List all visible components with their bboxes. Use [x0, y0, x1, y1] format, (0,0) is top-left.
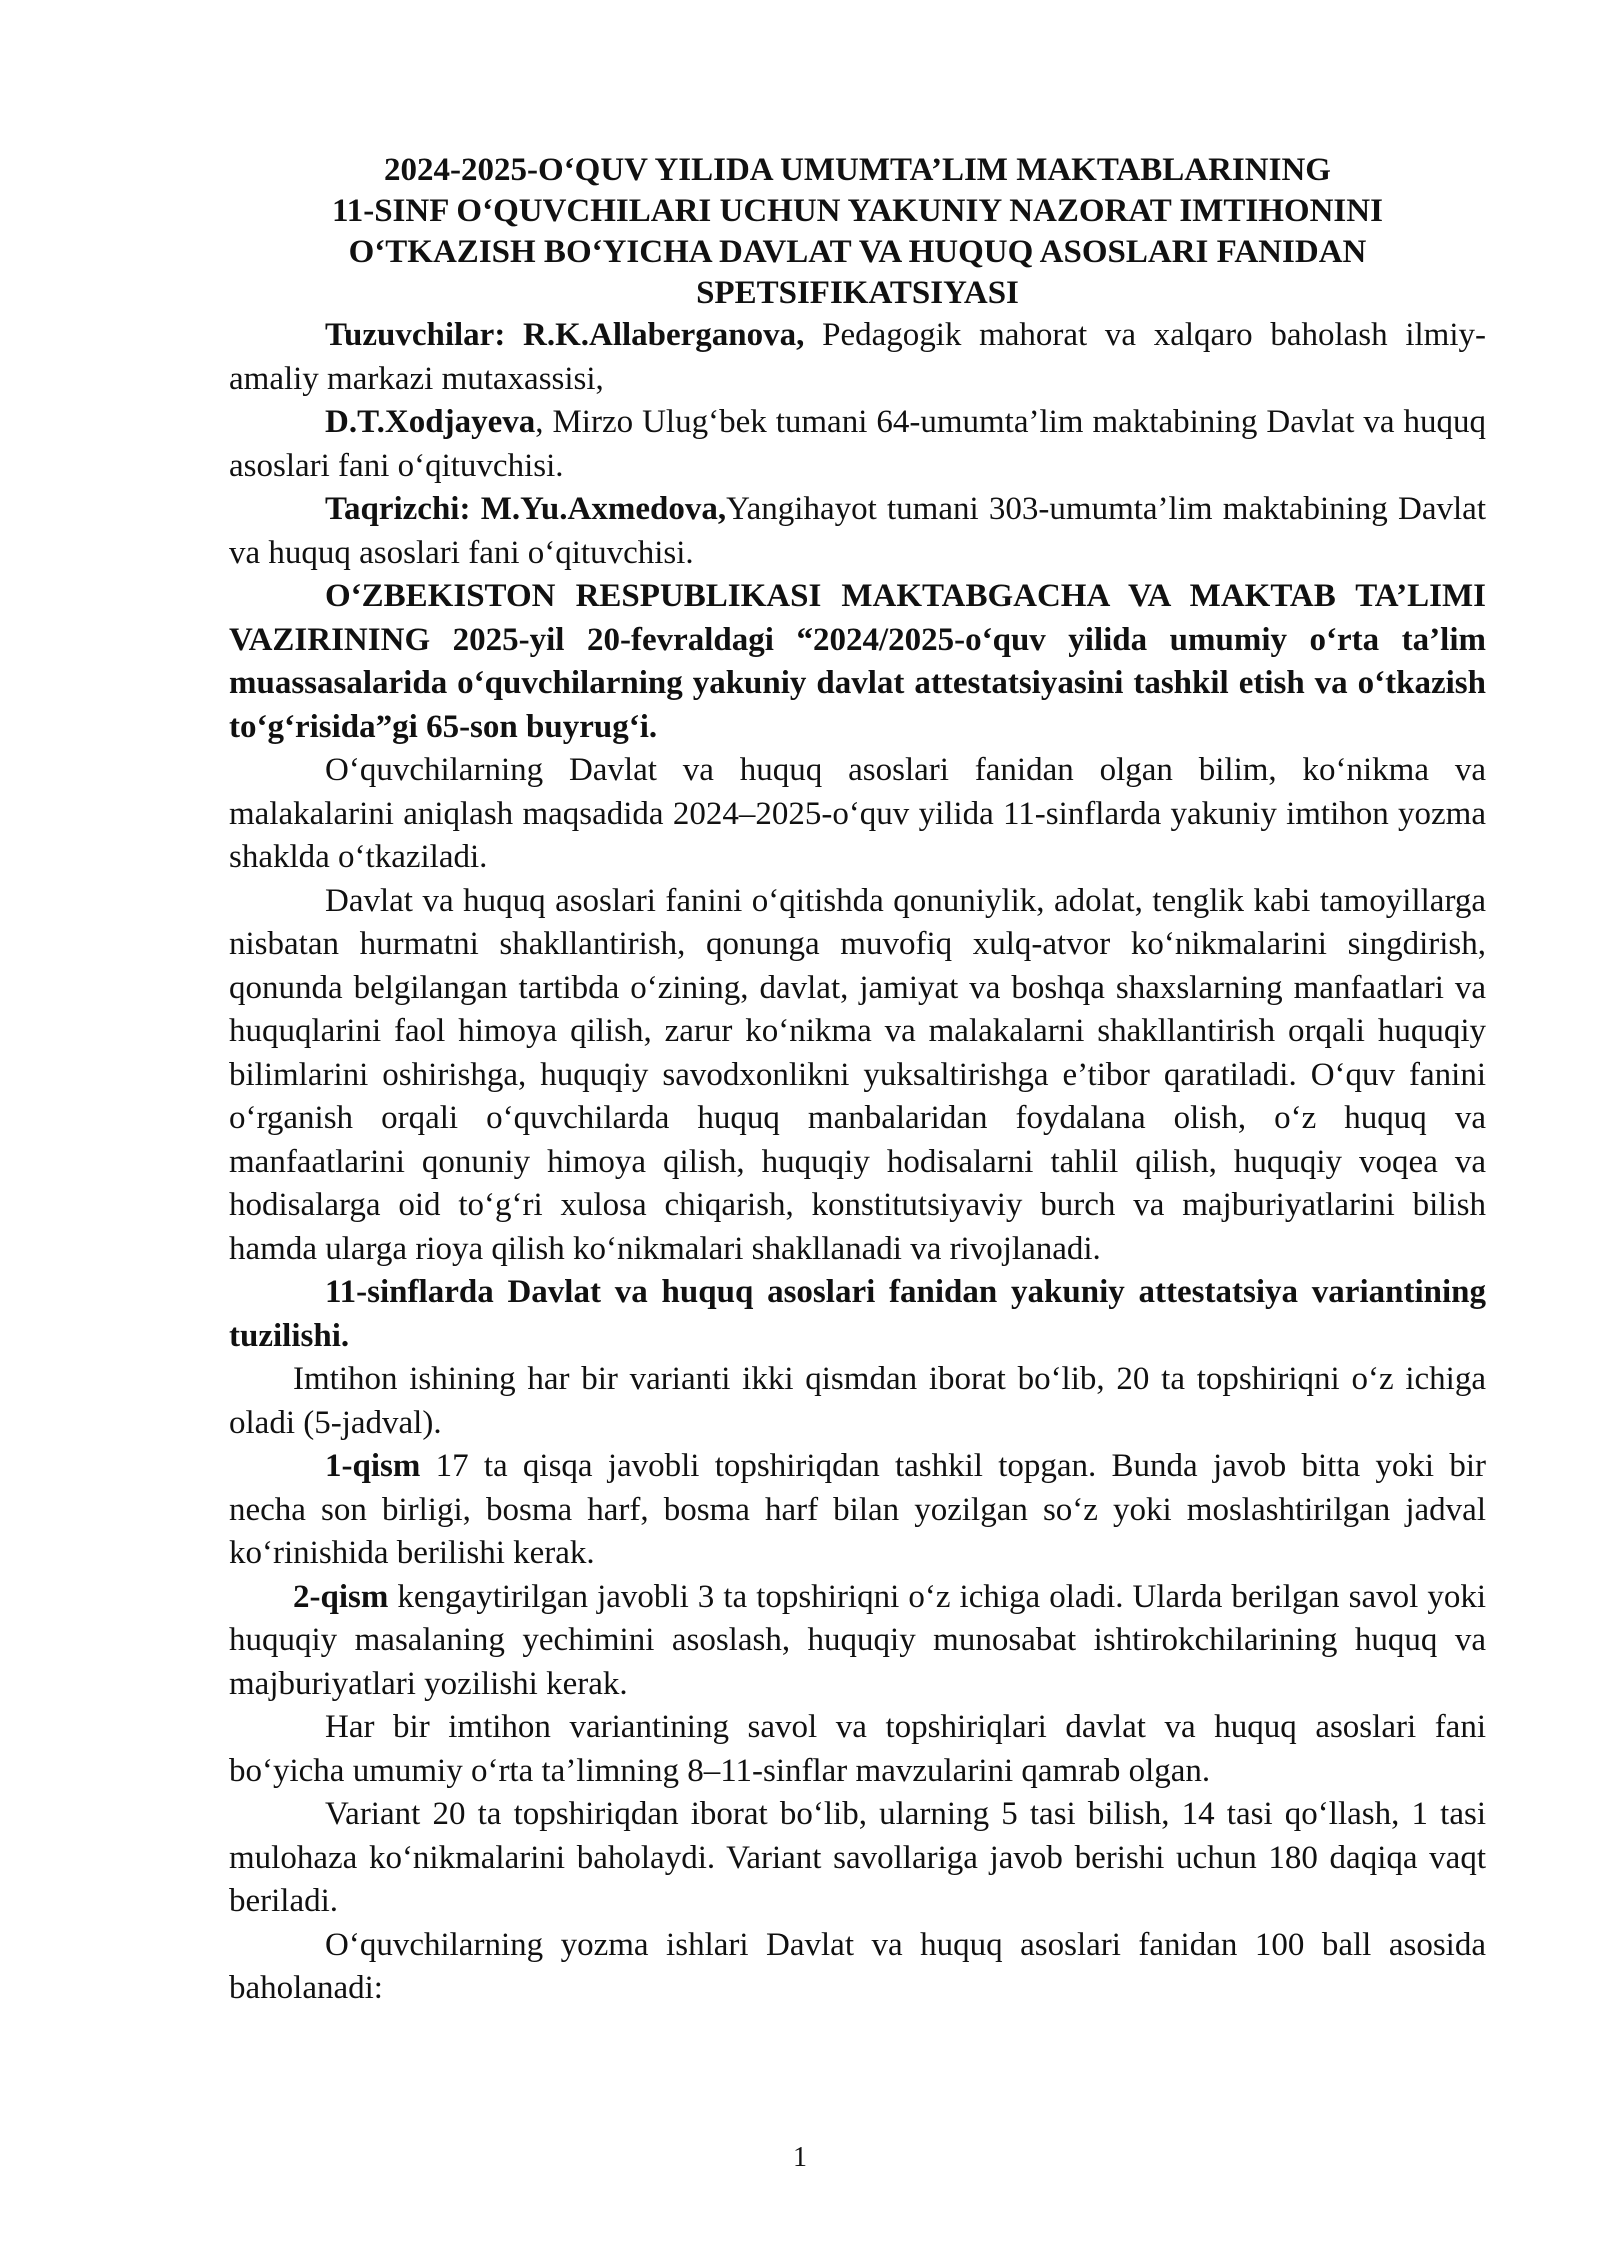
- paragraph-coverage: Har bir imtihon variantining savol va topshiriqlari davlat va huquq asoslari fani bo‘yicha umumiy o‘rta ta’limning 8–11-sinflar mavzularini qamrab olgan.: [229, 1709, 1486, 1789]
- part-2-description: kengaytirilgan javobli 3 ta topshiriqni o‘z ichiga oladi. Ularda berilgan savol yoki huquqiy masalaning yechimini asoslash, huquqiy munosabat ishtirokchilarining huquq va majburiyatlari yozilishi kerak.: [229, 1578, 1486, 1702]
- paragraph-task-breakdown: Variant 20 ta topshiriqdan iborat bo‘lib, ularning 5 tasi bilish, 14 tasi qo‘llash, 1 tasi mulohaza ko‘nikmalarini baholaydi. Variant savollariga javob berishi uchun 180 daqiqa vaqt beriladi.: [229, 1796, 1486, 1919]
- part-1-description: 17 ta qisqa javobli topshiriqdan tashkil topgan. Bunda javob bitta yoki bir necha son birligi, bosma harf, bosma harf bilan yozilgan so‘z yoki moslashtirilgan jadval ko‘rinishida berilishi kerak.: [229, 1448, 1486, 1571]
- paragraph-variant-parts: Imtihon ishining har bir varianti ikki qismdan iborat bo‘lib, 20 ta topshiriqni o‘z ichiga oladi (5-jadval).: [229, 1361, 1486, 1441]
- document-title: [229, 150, 1486, 314]
- page-number: 1: [793, 2142, 807, 2173]
- author-2: [229, 401, 1486, 488]
- author-1-description: Pedagogik mahorat va xalqaro baholash ilmiy-amaliy markazi mutaxassisi,: [229, 317, 1486, 397]
- reviewer-label: Taqrizchi: M.Yu.Axmedova,: [325, 491, 727, 527]
- author-2-name: D.T.Xodjayeva: [325, 404, 536, 440]
- paragraph-grading: O‘quvchilarning yozma ishlari Davlat va huquq asoslari fanidan 100 ball asosida baholanadi:: [229, 1926, 1486, 2006]
- part-1-label: 1-qism: [325, 1448, 421, 1484]
- paragraph-part-1: [229, 1445, 1486, 1576]
- part-2-label: 2-qism: [293, 1578, 389, 1615]
- decree-reference: O‘ZBEKISTON RESPUBLIKASI MAKTABGACHA VA MAKTAB TA’LIMI VAZIRINING 2025-yil 20-fevraldagi “2024/2025-o‘quv yilida umumiy o‘rta ta’lim muassasalarida o‘quvchilarning yakuniy davlat attestatsiyasini tashkil etish va o‘tkazish to‘g‘risida”gi 65-son buyrug‘i.: [229, 578, 1486, 745]
- reviewer: [229, 488, 1486, 575]
- document-page: [229, 150, 1486, 2011]
- paragraph-purpose: O‘quvchilarning Davlat va huquq asoslari fanidan olgan bilim, ko‘nikma va malakalarini aniqlash maqsadida 2024–2025-o‘quv yilida 11-sinflarda yakuniy imtihon yozma shaklda o‘tkaziladi.: [229, 752, 1486, 875]
- title-line-2: 11-SINF O‘QUVCHILARI UCHUN YAKUNIY NAZORAT IMTIHONINI: [332, 193, 1383, 229]
- author-2-description: , Mirzo Ulug‘bek tumani 64-umumta’lim maktabining Davlat va huquq asoslari fani o‘qituvchisi.: [229, 404, 1486, 484]
- title-line-3: O‘TKAZISH BO‘YICHA DAVLAT VA HUQUQ ASOSLARI FANIDAN: [348, 234, 1367, 270]
- structure-heading: 11-sinflarda Davlat va huquq asoslari fanidan yakuniy attestatsiya variantining tuzilishi.: [229, 1274, 1486, 1354]
- author-1: [229, 314, 1486, 401]
- paragraph-teaching-goals: Davlat va huquq asoslari fanini o‘qitishda qonuniylik, adolat, tenglik kabi tamoyillarga nisbatan hurmatni shakllantirish, qonunga muvofiq xulq-atvor ko‘nikmalarini singdirish, qonunda belgilangan tartibda o‘zining, davlat, jamiyat va boshqa shaxslarning manfaatlari va huquqlarini faol himoya qilish, zarur ko‘nikma va malakalarni shakllantirish orqali huquqiy bilimlarini oshirishga, huquqiy savodxonlikni yuksaltirishga e’tibor qaratiladi. O‘quv fanini o‘rganish orqali o‘quvchilarda huquq manbalaridan foydalana olish, o‘z huquq va manfaatlarini qonuniy himoya qilish, huquqiy hodisalarni tahlil qilish, huquqiy voqea va hodisalarga oid to‘g‘ri xulosa chiqarish, konstitutsiyaviy burch va majburiyatlarini bilish hamda ularga rioya qilish ko‘nikmalari shakllanadi va rivojlanadi.: [229, 882, 1486, 1267]
- reviewer-description: Yangihayot tumani 303-umumta’lim maktabining Davlat va huquq asoslari fani o‘qituvchisi.: [229, 491, 1486, 571]
- authors-label: Tuzuvchilar: R.K.Allaberganova,: [325, 317, 805, 353]
- paragraph-part-2: [229, 1576, 1486, 1707]
- title-line-1: 2024-2025-O‘QUV YILIDA UMUMTA’LIM MAKTABLARINING: [384, 152, 1331, 188]
- title-line-4: SPETSIFIKATSIYASI: [696, 275, 1019, 311]
